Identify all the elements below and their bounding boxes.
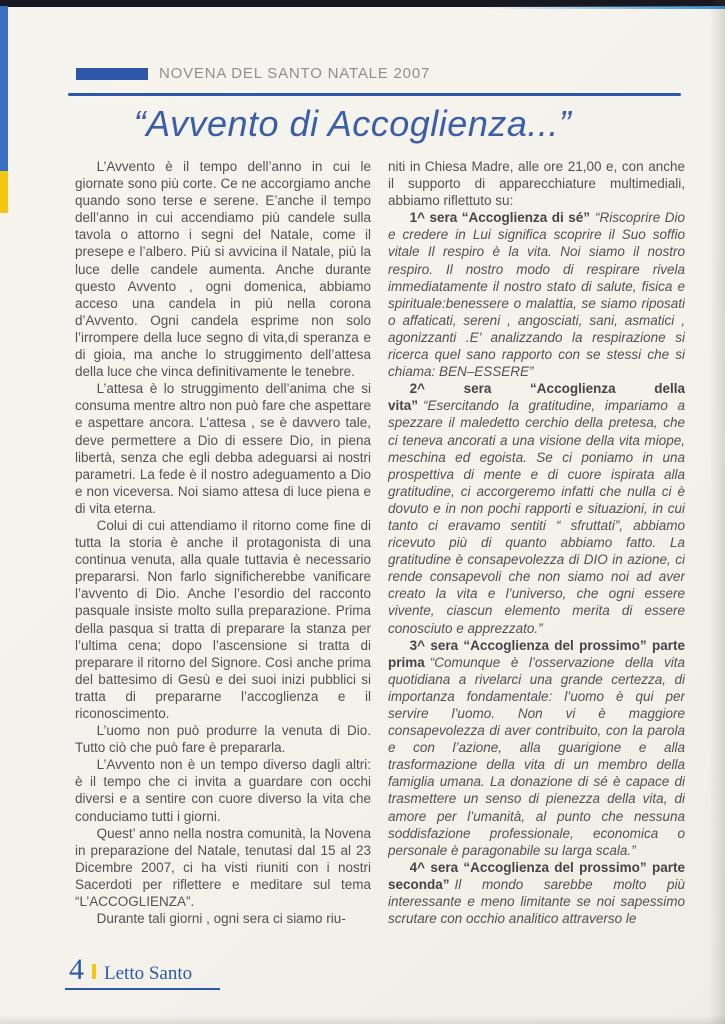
novena-evening-section xyxy=(388,637,685,859)
section-body: “Riscoprire Dio e credere in Lui significa scoprire il Suo soffio vitale Il respiro è la vita. Noi siamo il nostro respiro. Il nostro modo di respirare rivela immediatamente il nostro stato di salute, fisica e spirituale:benessere o malattia, se siamo riposati o affaticati, sereni , angosciati, sani, asmatici , agonizzanti .E’ analizzando la respirazione si ricerca quel sano rapporto con se stessi che si chiama: BEN–ESSERE” xyxy=(388,210,685,380)
left-column xyxy=(75,158,371,964)
section-kicker xyxy=(76,65,430,82)
scan-top-edge-highlight xyxy=(485,6,725,9)
body-paragraph-continued: niti in Chiesa Madre, alle ore 21,00 e, con anche il supporto di apparecchiature multimediali, abbiamo riflettuto su: xyxy=(388,159,685,209)
spine-accent-yellow xyxy=(0,171,8,213)
scan-bottom-shadow xyxy=(0,1015,725,1024)
header-rule xyxy=(68,93,681,96)
section-lead: 4^ sera “Accoglienza del prossimo” parte seconda” xyxy=(388,859,685,892)
body-paragraph: Durante tali giorni , ogni sera ci siamo riu- xyxy=(96,911,346,927)
section-lead: 3^ sera “Accoglienza del prossimo” parte prima xyxy=(388,637,685,670)
section-lead: 1^ sera “Accoglienza di sé” xyxy=(409,210,590,226)
page-footer xyxy=(65,953,220,990)
footer-tick-icon xyxy=(92,964,96,979)
body-paragraph: L’attesa è lo struggimento dell’anima che si consuma mentre altro non può fare che aspettare e aspettare ancora. L’attesa , se è davvero tale, deve permettere a Dio di essere Dio, in piena libertà, senza che egli debba adeguarsi ai nostri parametri. La fede è il nostro adeguamento a Dio e non viceversa. Noi siamo attesa di luce piena e di vita eterna. xyxy=(75,381,371,516)
novena-evening-section xyxy=(388,209,685,380)
body-paragraph: L’uomo non può produrre la venuta di Dio. Tutto ciò che può fare è prepararla. xyxy=(75,723,371,756)
section-body: Il mondo sarebbe molto più interessante e meno limitante se noi sapessimo scrutare con occhio analitico attraverso le xyxy=(388,876,685,927)
body-paragraph: Colui di cui attendiamo il ritorno come fine di tutta la storia è anche il protagonista di una continua venuta, alla quale tuttavia è necessario prepararsi. Non farlo significherebbe vanificare l’avvento di Dio. Anche l’esordio del racconto pasquale insiste molto sulla preparazione. Prima della pasqua si tratta di preparare la stanza per l’ultima cena; dopo l’ascensione si tratta di preparare il ritorno del Signore. Così anche prima del battesimo di Gesù e dei suoi inizi pubblici si tratta di prepararne l’accoglienza e il riconoscimento. xyxy=(75,517,371,721)
body-paragraph: L’Avvento è il tempo dell’anno in cui le giornate sono più corte. Ce ne accorgiamo anche quando sono terse e serene. E’anche il tempo dell’anno in cui accendiamo più candele sulla tavola o attorno i segni del Natale, come il presepe e l’albero. Più si avvicina il Natale, più la luce delle candele aumenta. Anche durante questo Avvento , ogni domenica, abbiamo acceso una candela in più nella corona d’Avvento. Ogni candela esprime non solo l’irrompere della luce segno di vita,di speranza e di gioia, ma anche lo struggimento dell’attesa della luce che vinca definitivamente le tenebre. xyxy=(75,159,371,380)
kicker-bar-icon xyxy=(76,68,148,80)
article-body xyxy=(75,158,685,964)
section-lead: 2^ sera “Accoglienza della vita” xyxy=(388,381,685,414)
scan-right-shadow xyxy=(709,0,725,1024)
novena-evening-section xyxy=(388,859,685,927)
page-number: 4 xyxy=(69,953,84,986)
section-body: “Comunque è l’osservazione della vita quotidiana a rivelarci una grande certezza, di importanza fondamentale: l’uomo è qui per servire l’uomo. Non vi è maggiore consapevolezza di aver contribuito, con la parola e con l’azione, alla guarigione e alla trasformazione della vita di un membro della famiglia umana. La donazione di sé è capace di trasmettere un senso di pienezza della vita, di amore per l’umanità, al punto che nessuna soddisfazione professionale, economica o personale è paragonabile su larga scala.” xyxy=(388,654,685,858)
body-paragraph: Quest’ anno nella nostra comunità, la Novena in preparazione del Natale, tenutasi dal 15 al 23 Dicembre 2007, ci ha visti riuniti con i nostri Sacerdoti per riflettere e meditare sul tema “L’ACCOGLIENZA”. xyxy=(75,825,371,910)
section-body: “Esercitando la gratitudine, impariamo a spezzare il maledetto cerchio della pretesa, che ci teneva ancorati a una visione della vita miope, meschina ed egoista. Se ci poniamo in una prospettiva di mente e di cuore ispirata alla gratitudine, ci accorgeremo infatti che nulla ci è dovuto e in non pochi rapporti e situazioni, in cui tanto ci eravamo sentiti “ sfruttati”, abbiamo ricevuto più di quanto abbiamo fatto. La gratitudine è consapevolezza di DIO in azione, ci rende consapevoli che non siamo noi ad aver creato la vita e l’universo, che ogni essere vivente, ciascun elemento merita di essere conosciuto e apprezzato.” xyxy=(388,398,685,636)
page-title: “Avvento di Accoglienza...” xyxy=(133,103,572,144)
kicker-label: NOVENA DEL SANTO NATALE 2007 xyxy=(159,65,431,82)
footer-publication-label: Letto Santo xyxy=(104,963,193,984)
right-column xyxy=(388,158,685,964)
novena-evening-section xyxy=(388,380,685,636)
body-paragraph: L’Avvento non è un tempo diverso dagli altri: è il tempo che ci invita a guardare con occhi diversi e a sentire con cuore diverso la vita che conduciamo tutti i giorni. xyxy=(75,757,371,824)
spine-accent-blue xyxy=(0,6,8,171)
